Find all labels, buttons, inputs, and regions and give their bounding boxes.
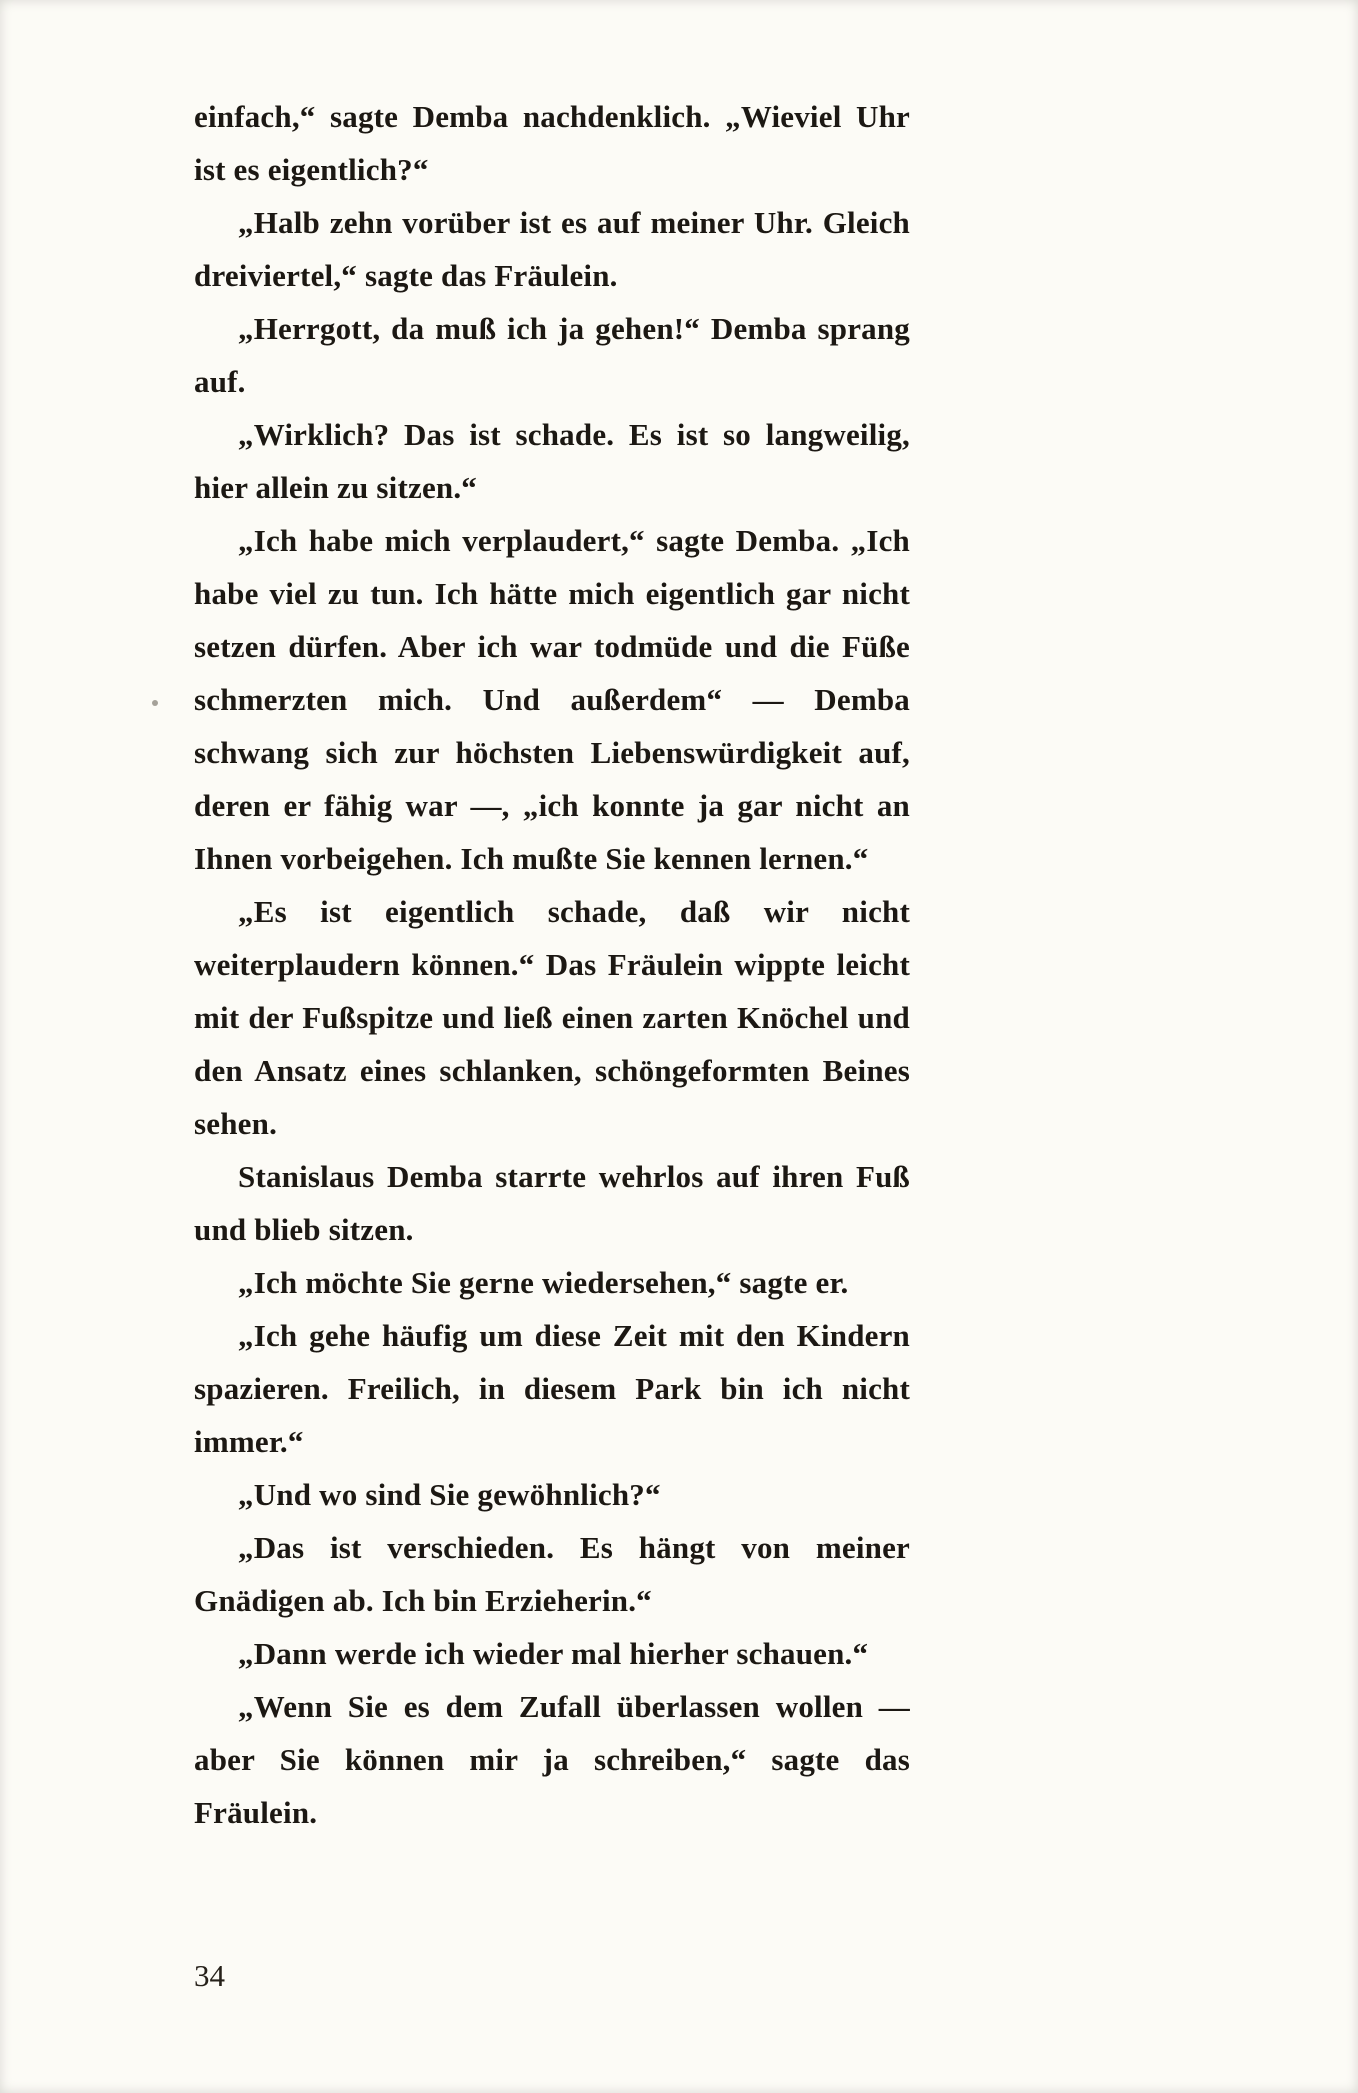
body-text <box>194 90 910 1839</box>
paragraph: „Dann werde ich wieder mal hierher schauen.“ <box>238 1636 869 1671</box>
page-number: 34 <box>194 1958 225 1993</box>
paragraph: „Ich habe mich verplaudert,“ sagte Demba. „Ich habe viel zu tun. Ich hätte mich eigentlich gar nicht setzen dürfen. Aber ich war todmüde und die Füße schmerzten mich. Und außerdem“ — Demba schwang sich zur höchsten Liebenswürdigkeit auf, deren er fähig war —, „ich konnte ja gar nicht an Ihnen vorbeigehen. Ich mußte Sie kennen lernen.“ <box>194 523 910 876</box>
paragraph: einfach,“ sagte Demba nachdenklich. „Wieviel Uhr ist es eigentlich?“ <box>194 99 910 187</box>
paragraph: Stanislaus Demba starrte wehrlos auf ihren Fuß und blieb sitzen. <box>194 1159 910 1247</box>
paragraph: „Ich gehe häufig um diese Zeit mit den Kindern spazieren. Freilich, in diesem Park bin ich nicht immer.“ <box>194 1318 910 1459</box>
paragraph: „Das ist verschieden. Es hängt von meiner Gnädigen ab. Ich bin Erzieherin.“ <box>194 1530 910 1618</box>
paragraph: „Und wo sind Sie gewöhnlich?“ <box>238 1477 661 1512</box>
paragraph: „Wirklich? Das ist schade. Es ist so langweilig, hier allein zu sitzen.“ <box>194 417 910 505</box>
paragraph: „Wenn Sie es dem Zufall überlassen wollen — aber Sie können mir ja schreiben,“ sagte das Fräulein. <box>194 1689 910 1830</box>
print-speck <box>152 700 158 706</box>
paragraph: „Ich möchte Sie gerne wiedersehen,“ sagte er. <box>238 1265 849 1300</box>
paragraph: „Halb zehn vorüber ist es auf meiner Uhr. Gleich dreiviertel,“ sagte das Fräulein. <box>194 205 910 293</box>
paragraph: „Es ist eigentlich schade, daß wir nicht weiterplaudern können.“ Das Fräulein wippte leicht mit der Fußspitze und ließ einen zarten Knöchel und den Ansatz eines schlanken, schöngeformten Beines sehen. <box>194 894 910 1141</box>
paragraph: „Herrgott, da muß ich ja gehen!“ Demba sprang auf. <box>194 311 910 399</box>
